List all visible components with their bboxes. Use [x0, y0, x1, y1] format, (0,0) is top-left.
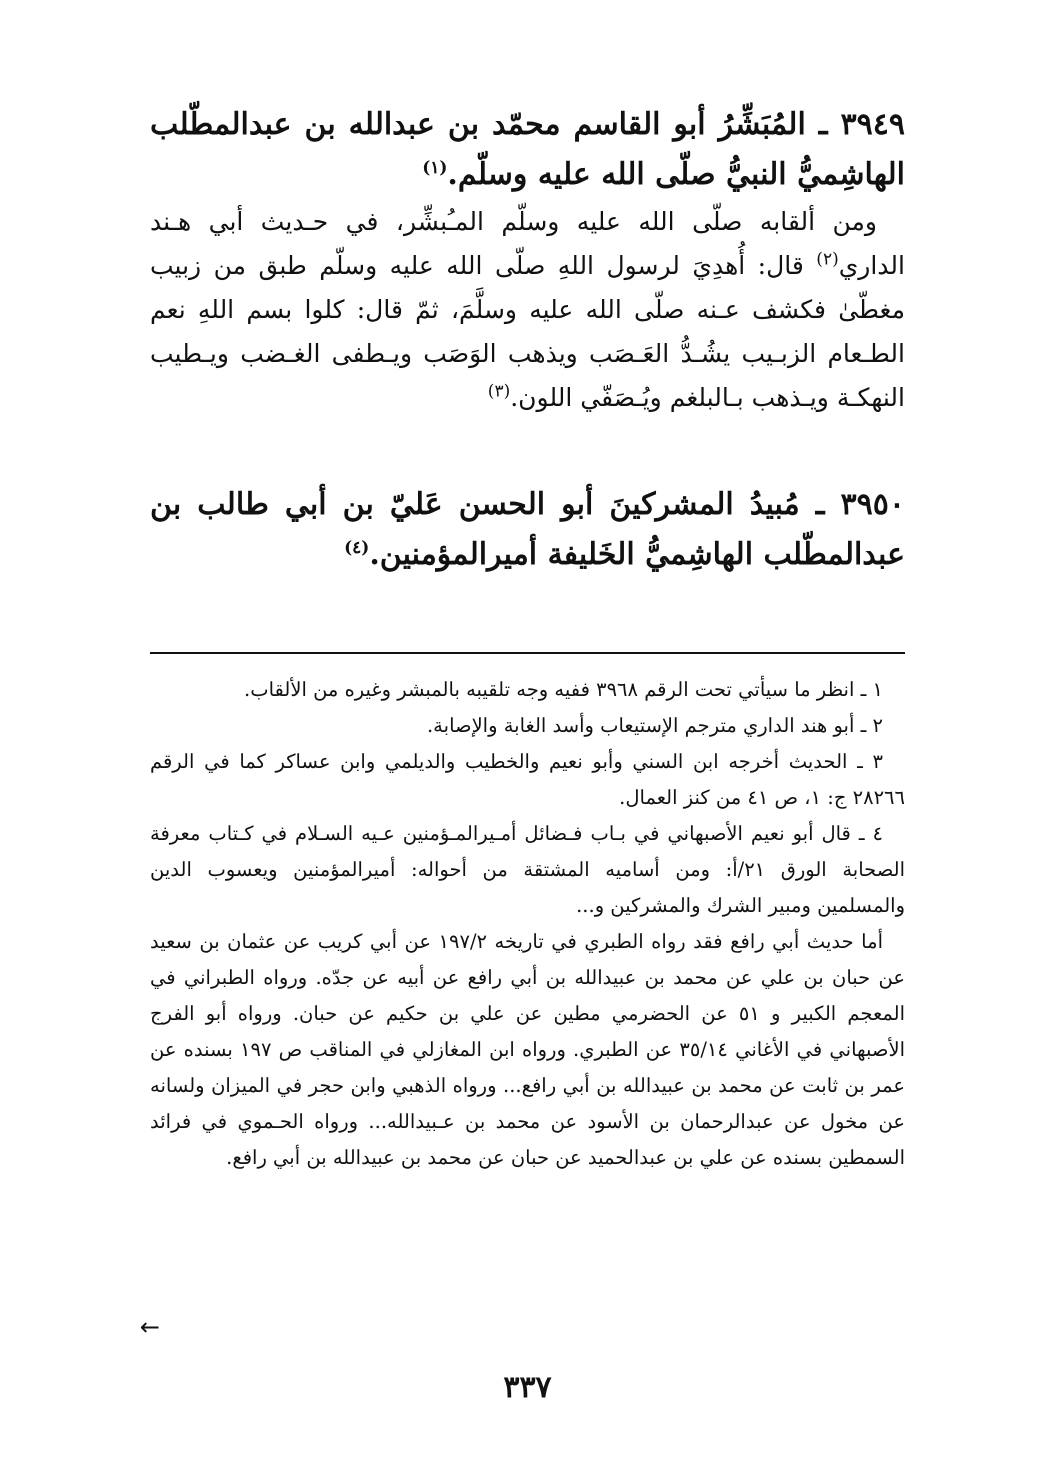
entry-heading-text: ٣٩٥٠ ـ مُبيدُ المشركينَ أبو الحسن عَليّ بن أبي طالب بن عبدالمطّلب الهاشِميُّ الخَليفة أميرالمؤمنين. [150, 487, 905, 572]
paragraph-text-rest: قال: أُهدِيَ لرسول اللهِ صلّى الله عليه وسلّم طبق من زبيب مغطّىٰ فكشف عـنه صلّى الله عليه وسلَّمَ، ثمّ قال: كلوا بسم اللهِ نعم الطـعام الزبـيب يشُـدُّ العَـصَب ويذهب الوَصَب ويـطفى الغـضب ويـطيب النهكـة ويـذهب بـالبلغم ويُـصَفّي اللون. [150, 251, 905, 412]
footnote-ref[interactable]: (١) [422, 158, 448, 178]
footnote-2: ٢ ـ أبو هند الداري مترجم الإستيعاب وأسد الغابة والإصابة. [426, 714, 883, 737]
footnote-3: ٣ ـ الحديث أخرجه ابن السني وأبو نعيم والخطيب والديلمي وابن عساكر كما في الرقم ٢٨٢٦٦ ج: ١، ص ٤١ من كنز العمال. [150, 750, 905, 809]
entry-3949 [150, 100, 905, 420]
entry-heading-text: ٣٩٤٩ ـ المُبَشِّرُ أبو القاسم محمّد بن عبدالله بن عبدالمطّلب الهاشِميُّ النبيُّ صلّى الله عليه وسلّم. [150, 107, 905, 192]
footnotes [150, 672, 905, 1176]
entry-heading [150, 100, 905, 200]
entry-heading [150, 480, 905, 580]
continuation-arrow-icon: ← [139, 1313, 160, 1341]
page [139, 100, 905, 1475]
entry-3950 [150, 480, 905, 580]
footnote-4: ٤ ـ قال أبو نعيم الأصبهاني في بـاب فـضائل أمـيرالمـؤمنين عـيه السـلام في كـتاب معرفة الصحابة الورق ٢١/أ: ومن أساميه المشتقة من أحواله: أميرالمؤمنين ويعسوب الدين والمسلمين ومبير الشرك والمشركين و... [150, 822, 905, 917]
footnote-divider [150, 652, 905, 654]
entry-paragraph [150, 200, 905, 420]
page-number: ٣٣٧ [503, 1370, 552, 1405]
footnote-ref[interactable]: (٣) [487, 381, 511, 402]
footnote-continuation: أما حديث أبي رافع فقد رواه الطبري في تاريخه ١٩٧/٢ عن أبي كريب عن عثمان بن سعيد عن حبان بن علي عن محمد بن عبيدالله بن أبي رافع عن أبيه عن جدّه. ورواه الطبراني في المعجم الكبير و ٥١ عن الحضرمي مطين عن علي بن حكيم عن حبان. ورواه أبو الفرج الأصبهاني في الأغاني ٣٥/١٤ عن الطبري. ورواه ابن المغازلي في المناقب ص ١٩٧ بسنده عن عمر بن ثابت عن محمد بن عبيدالله بن أبي رافع... ورواه الذهبي وابن حجر في الميزان ولسانه عن مخول عن عبدالرحمان بن الأسود عن محمد بن عـبيدالله... ورواه الحـموي في فرائد السمطين بسنده عن علي بن عبدالحميد عن حبان عن محمد بن عبيدالله بن أبي رافع. [150, 930, 905, 1169]
footnote-1: ١ ـ انظر ما سيأتي تحت الرقم ٣٩٦٨ ففيه وجه تلقيبه بالمبشر وغيره من الألقاب. [244, 678, 883, 701]
footnote-ref[interactable]: (٢) [816, 249, 839, 270]
footnote-ref[interactable]: (٤) [344, 538, 370, 558]
paragraph-text: ومن ألقابه صلّى الله عليه وسلّم المـُبشِّر، في حـديث أبي هـند الداري [150, 207, 905, 280]
